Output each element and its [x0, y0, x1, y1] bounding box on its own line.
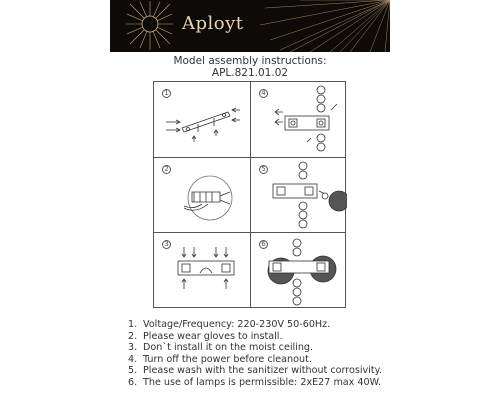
step-5-cell [251, 158, 347, 233]
step-number: 3 [162, 240, 171, 249]
list-item: 2. Please wear gloves to install. [128, 330, 283, 342]
step-6-cell [251, 233, 347, 308]
finished-lamp-illustration [251, 233, 347, 308]
list-item: 1. Voltage/Frequency: 220-230V 50-60Hz. [128, 319, 331, 330]
step-number: 5 [259, 165, 268, 174]
list-item: 6. The use of lamps is permissible: 2xE27 max 40W. [128, 376, 382, 388]
arm-assembly-illustration [251, 82, 347, 157]
step-number: 1 [162, 89, 171, 98]
step-number: 2 [162, 165, 171, 174]
model-number: APL.821.01.02 [211, 67, 289, 79]
screw-fixing-illustration [154, 233, 250, 308]
safety-notes-list [128, 319, 382, 389]
list-item: 5. Please wash with the sanitizer without corrosivity. [128, 365, 382, 377]
list-item: 3. Don`t install it on the moist ceiling. [128, 342, 314, 354]
sunburst-logo-icon [110, 0, 390, 52]
bulb-installation-illustration [251, 158, 347, 232]
bracket-mounting-illustration [154, 82, 250, 157]
list-item: 4. Turn off the power before cleanout. [128, 353, 312, 365]
step-1-cell [154, 82, 250, 157]
instructions-title: Model assembly instructions: [173, 55, 327, 67]
step-4-cell [251, 82, 347, 157]
assembly-diagram-panel [153, 81, 346, 308]
brand-logo-text: Aployt [182, 13, 244, 34]
step-3-cell [154, 233, 250, 308]
step-number: 4 [259, 89, 268, 98]
wire-connection-illustration [154, 158, 250, 232]
brand-header [110, 0, 390, 52]
step-number: 6 [259, 240, 268, 249]
step-2-cell [154, 158, 250, 233]
